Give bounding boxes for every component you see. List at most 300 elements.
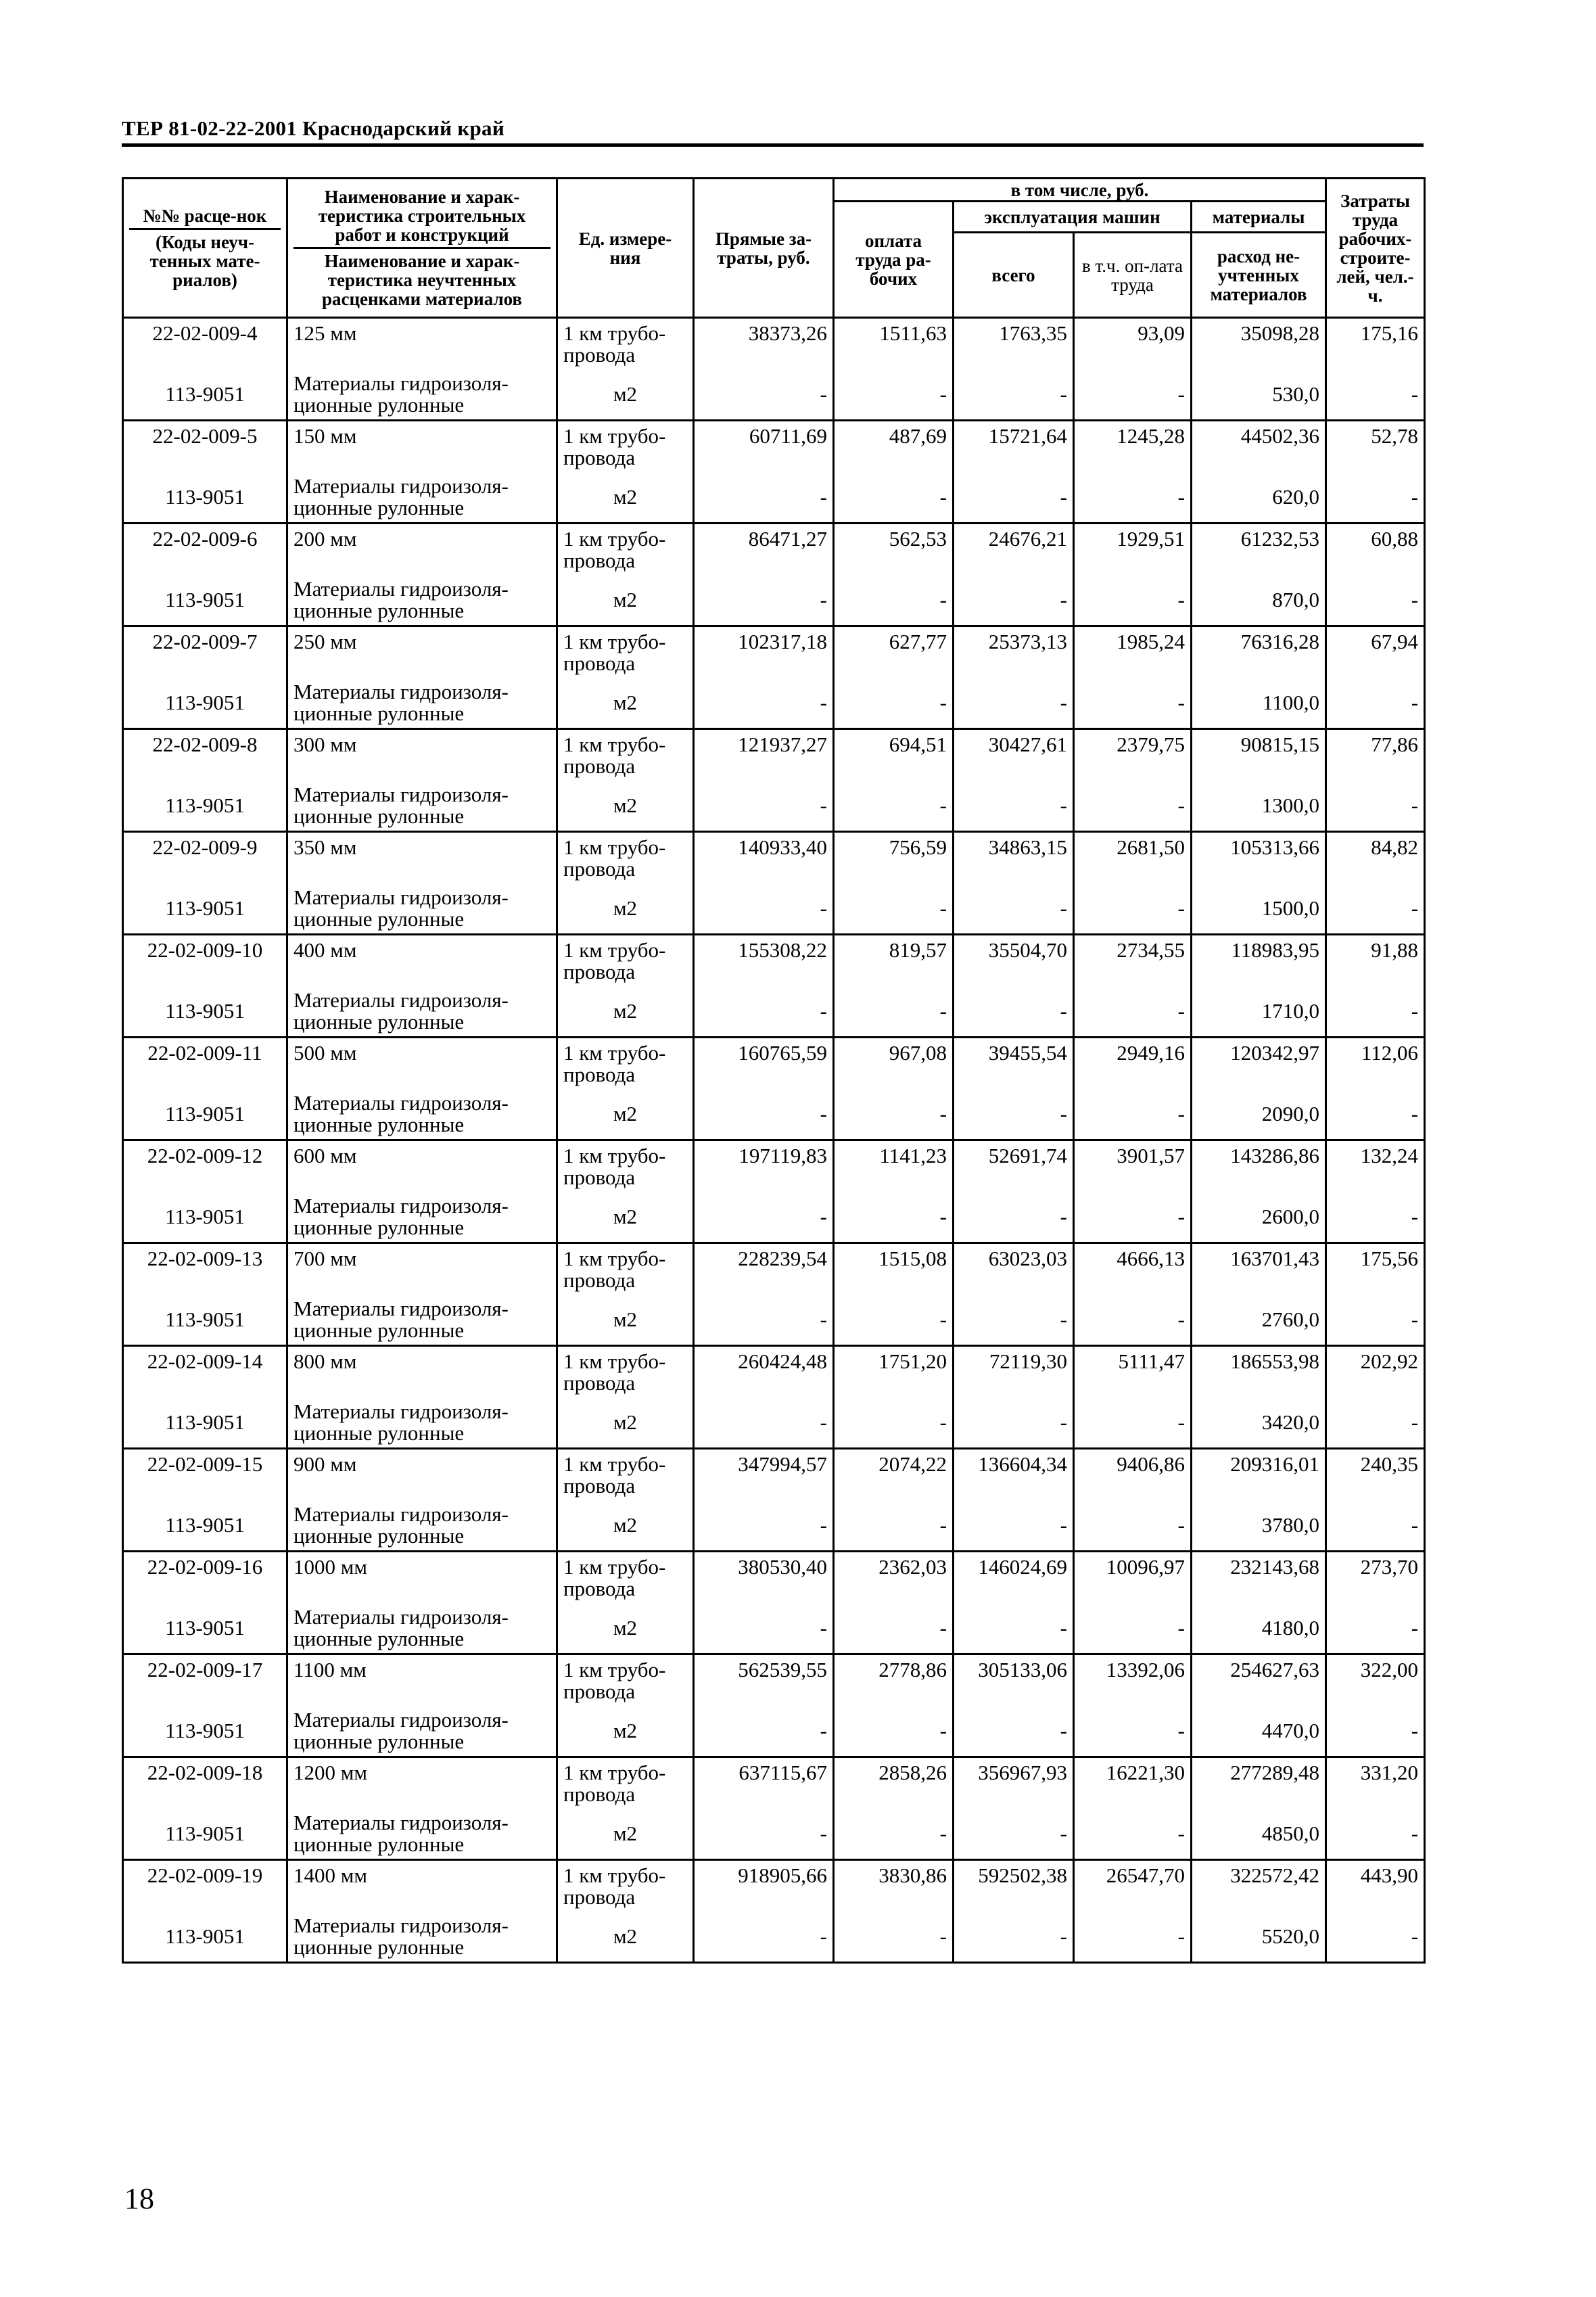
unit-cell: 1 км трубо-провода xyxy=(557,832,694,883)
labor-hours-cell: - xyxy=(1326,1603,1425,1654)
rate-code-cell: 22-02-009-10 xyxy=(123,935,287,986)
header-labor-pay: оплата труда ра-бочих xyxy=(834,202,954,318)
materials-cell: 105313,66 xyxy=(1192,832,1326,883)
table-row xyxy=(123,1860,1425,1911)
materials-consumption-cell: 870,0 xyxy=(1192,575,1326,626)
material-unit-cell: м2 xyxy=(557,883,694,935)
labor-pay-cell: - xyxy=(834,369,954,421)
labor-hours-cell: - xyxy=(1326,883,1425,935)
labor-pay-cell: 1511,63 xyxy=(834,318,954,369)
work-name-cell: 350 мм xyxy=(287,832,557,883)
machines-total-cell: 15721,64 xyxy=(954,421,1074,472)
header-name xyxy=(287,179,557,318)
labor-hours-cell: 52,78 xyxy=(1326,421,1425,472)
labor-hours-cell: 175,16 xyxy=(1326,318,1425,369)
work-name-cell: 300 мм xyxy=(287,729,557,781)
labor-hours-cell: - xyxy=(1326,1500,1425,1552)
material-row xyxy=(123,781,1425,832)
direct-costs-cell: - xyxy=(694,986,834,1038)
rate-code-cell: 22-02-009-7 xyxy=(123,626,287,678)
materials-consumption-cell: 620,0 xyxy=(1192,472,1326,524)
machines-total-cell: 63023,03 xyxy=(954,1243,1074,1295)
machines-labor-cell: - xyxy=(1074,678,1192,729)
unit-cell: 1 км трубо-провода xyxy=(557,318,694,369)
machines-labor-cell: 2379,75 xyxy=(1074,729,1192,781)
material-code-cell: 113-9051 xyxy=(123,781,287,832)
materials-cell: 322572,42 xyxy=(1192,1860,1326,1911)
table-row xyxy=(123,1654,1425,1706)
labor-pay-cell: 2362,03 xyxy=(834,1552,954,1603)
table-row xyxy=(123,935,1425,986)
direct-costs-cell: - xyxy=(694,1809,834,1860)
materials-consumption-cell: 4850,0 xyxy=(1192,1809,1326,1860)
material-name-cell: Материалы гидроизоля-ционные рулонные xyxy=(287,472,557,524)
material-unit-cell: м2 xyxy=(557,678,694,729)
labor-hours-cell: 67,94 xyxy=(1326,626,1425,678)
machines-total-cell: - xyxy=(954,1911,1074,1963)
material-code-cell: 113-9051 xyxy=(123,1500,287,1552)
machines-total-cell: - xyxy=(954,1603,1074,1654)
direct-costs-cell: - xyxy=(694,678,834,729)
machines-labor-cell: - xyxy=(1074,1397,1192,1449)
material-code-cell: 113-9051 xyxy=(123,1295,287,1346)
machines-total-cell: - xyxy=(954,1295,1074,1346)
rate-code-cell: 22-02-009-9 xyxy=(123,832,287,883)
direct-costs-cell: - xyxy=(694,1603,834,1654)
labor-pay-cell: - xyxy=(834,1500,954,1552)
materials-cell: 61232,53 xyxy=(1192,524,1326,575)
materials-cell: 232143,68 xyxy=(1192,1552,1326,1603)
material-name-cell: Материалы гидроизоля-ционные рулонные xyxy=(287,986,557,1038)
machines-labor-cell: - xyxy=(1074,369,1192,421)
rate-code-cell: 22-02-009-13 xyxy=(123,1243,287,1295)
machines-labor-cell: 26547,70 xyxy=(1074,1860,1192,1911)
machines-labor-cell: - xyxy=(1074,1809,1192,1860)
material-code-cell: 113-9051 xyxy=(123,1911,287,1963)
labor-pay-cell: 1141,23 xyxy=(834,1140,954,1192)
machines-total-cell: - xyxy=(954,1809,1074,1860)
labor-hours-cell: 240,35 xyxy=(1326,1449,1425,1500)
machines-labor-cell: 2949,16 xyxy=(1074,1038,1192,1089)
machines-labor-cell: - xyxy=(1074,781,1192,832)
labor-pay-cell: - xyxy=(834,1809,954,1860)
table-row xyxy=(123,421,1425,472)
labor-pay-cell: - xyxy=(834,883,954,935)
material-row xyxy=(123,883,1425,935)
materials-cell: 254627,63 xyxy=(1192,1654,1326,1706)
materials-consumption-cell: 5520,0 xyxy=(1192,1911,1326,1963)
materials-consumption-cell: 2090,0 xyxy=(1192,1089,1326,1140)
material-name-cell: Материалы гидроизоля-ционные рулонные xyxy=(287,575,557,626)
header-direct-costs: Прямые за-траты, руб. xyxy=(694,179,834,318)
labor-hours-cell: - xyxy=(1326,1911,1425,1963)
machines-labor-cell: 1929,51 xyxy=(1074,524,1192,575)
machines-labor-cell: - xyxy=(1074,1192,1192,1243)
labor-pay-cell: 1515,08 xyxy=(834,1243,954,1295)
header-name-bottom: Наименование и харак-теристика неучтенных расценками материалов xyxy=(321,251,523,309)
material-unit-cell: м2 xyxy=(557,575,694,626)
material-name-cell: Материалы гидроизоля-ционные рулонные xyxy=(287,678,557,729)
unit-cell: 1 км трубо-провода xyxy=(557,626,694,678)
direct-costs-cell: 918905,66 xyxy=(694,1860,834,1911)
machines-labor-cell: 1245,28 xyxy=(1074,421,1192,472)
labor-hours-cell: 443,90 xyxy=(1326,1860,1425,1911)
machines-total-cell: 24676,21 xyxy=(954,524,1074,575)
work-name-cell: 200 мм xyxy=(287,524,557,575)
labor-pay-cell: 819,57 xyxy=(834,935,954,986)
table-row xyxy=(123,1757,1425,1809)
unit-cell: 1 км трубо-провода xyxy=(557,421,694,472)
labor-pay-cell: - xyxy=(834,1911,954,1963)
work-name-cell: 1400 мм xyxy=(287,1860,557,1911)
materials-cell: 186553,98 xyxy=(1192,1346,1326,1397)
table-body xyxy=(123,318,1425,1963)
material-row xyxy=(123,1911,1425,1963)
unit-cell: 1 км трубо-провода xyxy=(557,1449,694,1500)
machines-total-cell: 305133,06 xyxy=(954,1654,1074,1706)
material-row xyxy=(123,369,1425,421)
material-unit-cell: м2 xyxy=(557,1192,694,1243)
labor-pay-cell: 2778,86 xyxy=(834,1654,954,1706)
direct-costs-cell: 86471,27 xyxy=(694,524,834,575)
direct-costs-cell: - xyxy=(694,1500,834,1552)
labor-pay-cell: - xyxy=(834,781,954,832)
labor-hours-cell: - xyxy=(1326,575,1425,626)
machines-total-cell: 35504,70 xyxy=(954,935,1074,986)
labor-hours-cell: 112,06 xyxy=(1326,1038,1425,1089)
unit-cell: 1 км трубо-провода xyxy=(557,1552,694,1603)
machines-labor-cell: 93,09 xyxy=(1074,318,1192,369)
header-unit: Ед. измере-ния xyxy=(557,179,694,318)
machines-total-cell: - xyxy=(954,883,1074,935)
machines-labor-cell: 9406,86 xyxy=(1074,1449,1192,1500)
material-code-cell: 113-9051 xyxy=(123,1603,287,1654)
machines-total-cell: 39455,54 xyxy=(954,1038,1074,1089)
work-name-cell: 700 мм xyxy=(287,1243,557,1295)
material-unit-cell: м2 xyxy=(557,781,694,832)
header-materials-sub: расход не-учтенных материалов xyxy=(1192,233,1326,318)
machines-labor-cell: - xyxy=(1074,1089,1192,1140)
machines-total-cell: 30427,61 xyxy=(954,729,1074,781)
direct-costs-cell: 228239,54 xyxy=(694,1243,834,1295)
header-code-bottom: (Коды неуч-тенных мате-риалов) xyxy=(149,232,260,290)
direct-costs-cell: - xyxy=(694,1192,834,1243)
unit-cell: 1 км трубо-провода xyxy=(557,1243,694,1295)
material-code-cell: 113-9051 xyxy=(123,472,287,524)
labor-hours-cell: - xyxy=(1326,1706,1425,1757)
labor-pay-cell: - xyxy=(834,1192,954,1243)
work-name-cell: 125 мм xyxy=(287,318,557,369)
table-header xyxy=(123,179,1425,318)
rate-code-cell: 22-02-009-11 xyxy=(123,1038,287,1089)
labor-hours-cell: 322,00 xyxy=(1326,1654,1425,1706)
material-unit-cell: м2 xyxy=(557,1295,694,1346)
work-name-cell: 600 мм xyxy=(287,1140,557,1192)
labor-pay-cell: 627,77 xyxy=(834,626,954,678)
labor-pay-cell: - xyxy=(834,1089,954,1140)
machines-total-cell: - xyxy=(954,575,1074,626)
machines-labor-cell: 10096,97 xyxy=(1074,1552,1192,1603)
labor-hours-cell: 331,20 xyxy=(1326,1757,1425,1809)
machines-total-cell: 34863,15 xyxy=(954,832,1074,883)
header-rule xyxy=(122,143,1424,147)
material-row xyxy=(123,1397,1425,1449)
machines-labor-cell: - xyxy=(1074,986,1192,1038)
materials-consumption-cell: 3780,0 xyxy=(1192,1500,1326,1552)
direct-costs-cell: 140933,40 xyxy=(694,832,834,883)
machines-labor-cell: - xyxy=(1074,883,1192,935)
page-number: 18 xyxy=(124,2182,154,2215)
unit-cell: 1 км трубо-провода xyxy=(557,1654,694,1706)
material-name-cell: Материалы гидроизоля-ционные рулонные xyxy=(287,1500,557,1552)
direct-costs-cell: - xyxy=(694,1397,834,1449)
material-code-cell: 113-9051 xyxy=(123,1809,287,1860)
materials-consumption-cell: 2760,0 xyxy=(1192,1295,1326,1346)
rate-code-cell: 22-02-009-8 xyxy=(123,729,287,781)
labor-hours-cell: - xyxy=(1326,986,1425,1038)
labor-pay-cell: 562,53 xyxy=(834,524,954,575)
material-code-cell: 113-9051 xyxy=(123,678,287,729)
table-row xyxy=(123,1449,1425,1500)
material-name-cell: Материалы гидроизоля-ционные рулонные xyxy=(287,369,557,421)
material-name-cell: Материалы гидроизоля-ционные рулонные xyxy=(287,1706,557,1757)
machines-labor-cell: 5111,47 xyxy=(1074,1346,1192,1397)
table-row xyxy=(123,626,1425,678)
material-name-cell: Материалы гидроизоля-ционные рулонные xyxy=(287,1397,557,1449)
labor-hours-cell: - xyxy=(1326,369,1425,421)
direct-costs-cell: - xyxy=(694,369,834,421)
unit-cell: 1 км трубо-провода xyxy=(557,1757,694,1809)
unit-cell: 1 км трубо-провода xyxy=(557,1140,694,1192)
labor-pay-cell: - xyxy=(834,472,954,524)
material-unit-cell: м2 xyxy=(557,1706,694,1757)
rate-code-cell: 22-02-009-19 xyxy=(123,1860,287,1911)
labor-pay-cell: 1751,20 xyxy=(834,1346,954,1397)
labor-hours-cell: - xyxy=(1326,1089,1425,1140)
direct-costs-cell: 121937,27 xyxy=(694,729,834,781)
machines-labor-cell: - xyxy=(1074,575,1192,626)
material-name-cell: Материалы гидроизоля-ционные рулонные xyxy=(287,1809,557,1860)
material-row xyxy=(123,678,1425,729)
table-row xyxy=(123,1038,1425,1089)
work-name-cell: 500 мм xyxy=(287,1038,557,1089)
material-row xyxy=(123,986,1425,1038)
labor-hours-cell: - xyxy=(1326,678,1425,729)
unit-cell: 1 км трубо-провода xyxy=(557,1860,694,1911)
machines-labor-cell: - xyxy=(1074,1706,1192,1757)
machines-total-cell: - xyxy=(954,781,1074,832)
labor-hours-cell: - xyxy=(1326,1397,1425,1449)
material-row xyxy=(123,1603,1425,1654)
table-row xyxy=(123,729,1425,781)
rate-code-cell: 22-02-009-4 xyxy=(123,318,287,369)
work-name-cell: 1200 мм xyxy=(287,1757,557,1809)
material-unit-cell: м2 xyxy=(557,1603,694,1654)
header-machines: эксплуатация машин xyxy=(954,202,1192,233)
machines-labor-cell: 2734,55 xyxy=(1074,935,1192,986)
material-name-cell: Материалы гидроизоля-ционные рулонные xyxy=(287,1192,557,1243)
machines-total-cell: 356967,93 xyxy=(954,1757,1074,1809)
materials-cell: 209316,01 xyxy=(1192,1449,1326,1500)
direct-costs-cell: 562539,55 xyxy=(694,1654,834,1706)
machines-labor-cell: 13392,06 xyxy=(1074,1654,1192,1706)
material-row xyxy=(123,1192,1425,1243)
labor-pay-cell: 487,69 xyxy=(834,421,954,472)
labor-hours-cell: 132,24 xyxy=(1326,1140,1425,1192)
material-row xyxy=(123,472,1425,524)
direct-costs-cell: 260424,48 xyxy=(694,1346,834,1397)
materials-consumption-cell: 2600,0 xyxy=(1192,1192,1326,1243)
material-name-cell: Материалы гидроизоля-ционные рулонные xyxy=(287,1295,557,1346)
labor-hours-cell: 84,82 xyxy=(1326,832,1425,883)
header-machines-labor: в т.ч. оп-лата труда xyxy=(1074,233,1192,318)
labor-hours-cell: 202,92 xyxy=(1326,1346,1425,1397)
direct-costs-cell: 160765,59 xyxy=(694,1038,834,1089)
material-unit-cell: м2 xyxy=(557,1397,694,1449)
direct-costs-cell: - xyxy=(694,575,834,626)
materials-cell: 90815,15 xyxy=(1192,729,1326,781)
machines-total-cell: - xyxy=(954,1192,1074,1243)
header-including: в том числе, руб. xyxy=(834,179,1326,202)
machines-labor-cell: - xyxy=(1074,1911,1192,1963)
direct-costs-cell: 102317,18 xyxy=(694,626,834,678)
material-code-cell: 113-9051 xyxy=(123,1192,287,1243)
direct-costs-cell: - xyxy=(694,1089,834,1140)
unit-cell: 1 км трубо-провода xyxy=(557,935,694,986)
machines-total-cell: - xyxy=(954,1089,1074,1140)
rate-code-cell: 22-02-009-16 xyxy=(123,1552,287,1603)
material-name-cell: Материалы гидроизоля-ционные рулонные xyxy=(287,1911,557,1963)
labor-pay-cell: - xyxy=(834,1397,954,1449)
materials-cell: 277289,48 xyxy=(1192,1757,1326,1809)
table-row xyxy=(123,1243,1425,1295)
materials-cell: 44502,36 xyxy=(1192,421,1326,472)
rate-code-cell: 22-02-009-5 xyxy=(123,421,287,472)
materials-cell: 120342,97 xyxy=(1192,1038,1326,1089)
direct-costs-cell: - xyxy=(694,1706,834,1757)
materials-cell: 143286,86 xyxy=(1192,1140,1326,1192)
work-name-cell: 400 мм xyxy=(287,935,557,986)
header-code-top: №№ расце-нок xyxy=(129,206,281,230)
material-code-cell: 113-9051 xyxy=(123,575,287,626)
labor-hours-cell: - xyxy=(1326,781,1425,832)
machines-total-cell: 1763,35 xyxy=(954,318,1074,369)
machines-total-cell: - xyxy=(954,1706,1074,1757)
machines-total-cell: 592502,38 xyxy=(954,1860,1074,1911)
material-name-cell: Материалы гидроизоля-ционные рулонные xyxy=(287,1089,557,1140)
material-name-cell: Материалы гидроизоля-ционные рулонные xyxy=(287,1603,557,1654)
machines-total-cell: - xyxy=(954,986,1074,1038)
labor-hours-cell: - xyxy=(1326,1192,1425,1243)
machines-labor-cell: - xyxy=(1074,1295,1192,1346)
rate-code-cell: 22-02-009-12 xyxy=(123,1140,287,1192)
machines-total-cell: - xyxy=(954,1500,1074,1552)
materials-consumption-cell: 4470,0 xyxy=(1192,1706,1326,1757)
table-row xyxy=(123,1552,1425,1603)
materials-consumption-cell: 1100,0 xyxy=(1192,678,1326,729)
machines-total-cell: - xyxy=(954,369,1074,421)
materials-consumption-cell: 1710,0 xyxy=(1192,986,1326,1038)
material-row xyxy=(123,1295,1425,1346)
direct-costs-cell: 60711,69 xyxy=(694,421,834,472)
rate-code-cell: 22-02-009-6 xyxy=(123,524,287,575)
labor-pay-cell: 967,08 xyxy=(834,1038,954,1089)
rate-code-cell: 22-02-009-17 xyxy=(123,1654,287,1706)
labor-hours-cell: 273,70 xyxy=(1326,1552,1425,1603)
material-code-cell: 113-9051 xyxy=(123,1397,287,1449)
labor-pay-cell: - xyxy=(834,986,954,1038)
material-unit-cell: м2 xyxy=(557,1500,694,1552)
labor-pay-cell: 2858,26 xyxy=(834,1757,954,1809)
machines-labor-cell: 3901,57 xyxy=(1074,1140,1192,1192)
materials-consumption-cell: 4180,0 xyxy=(1192,1603,1326,1654)
material-unit-cell: м2 xyxy=(557,1809,694,1860)
material-name-cell: Материалы гидроизоля-ционные рулонные xyxy=(287,883,557,935)
table-row xyxy=(123,832,1425,883)
material-unit-cell: м2 xyxy=(557,1911,694,1963)
labor-pay-cell: - xyxy=(834,1603,954,1654)
document-header: ТЕР 81-02-22-2001 Краснодарский край xyxy=(122,116,504,140)
material-unit-cell: м2 xyxy=(557,1089,694,1140)
work-name-cell: 250 мм xyxy=(287,626,557,678)
direct-costs-cell: 38373,26 xyxy=(694,318,834,369)
material-row xyxy=(123,1706,1425,1757)
header-labor-cost: Затраты труда рабочих-строите-лей, чел.-ч. xyxy=(1326,179,1425,318)
table-row xyxy=(123,524,1425,575)
material-row xyxy=(123,575,1425,626)
machines-total-cell: 72119,30 xyxy=(954,1346,1074,1397)
material-row xyxy=(123,1500,1425,1552)
material-code-cell: 113-9051 xyxy=(123,1089,287,1140)
labor-pay-cell: - xyxy=(834,1295,954,1346)
machines-total-cell: 136604,34 xyxy=(954,1449,1074,1500)
unit-cell: 1 км трубо-провода xyxy=(557,729,694,781)
direct-costs-cell: - xyxy=(694,472,834,524)
direct-costs-cell: - xyxy=(694,883,834,935)
labor-hours-cell: - xyxy=(1326,472,1425,524)
material-code-cell: 113-9051 xyxy=(123,986,287,1038)
labor-pay-cell: - xyxy=(834,678,954,729)
material-code-cell: 113-9051 xyxy=(123,369,287,421)
work-name-cell: 900 мм xyxy=(287,1449,557,1500)
materials-consumption-cell: 530,0 xyxy=(1192,369,1326,421)
labor-pay-cell: 2074,22 xyxy=(834,1449,954,1500)
direct-costs-cell: 155308,22 xyxy=(694,935,834,986)
direct-costs-cell: - xyxy=(694,781,834,832)
material-code-cell: 113-9051 xyxy=(123,1706,287,1757)
rate-code-cell: 22-02-009-18 xyxy=(123,1757,287,1809)
machines-total-cell: - xyxy=(954,678,1074,729)
materials-cell: 76316,28 xyxy=(1192,626,1326,678)
header-machines-total: всего xyxy=(954,233,1074,318)
work-name-cell: 800 мм xyxy=(287,1346,557,1397)
header-materials: материалы xyxy=(1192,202,1326,233)
labor-hours-cell: - xyxy=(1326,1295,1425,1346)
labor-pay-cell: 756,59 xyxy=(834,832,954,883)
material-name-cell: Материалы гидроизоля-ционные рулонные xyxy=(287,781,557,832)
material-row xyxy=(123,1089,1425,1140)
machines-total-cell: 52691,74 xyxy=(954,1140,1074,1192)
labor-hours-cell: 175,56 xyxy=(1326,1243,1425,1295)
machines-labor-cell: - xyxy=(1074,1500,1192,1552)
unit-cell: 1 км трубо-провода xyxy=(557,1038,694,1089)
materials-consumption-cell: 1300,0 xyxy=(1192,781,1326,832)
machines-total-cell: - xyxy=(954,1397,1074,1449)
machines-total-cell: - xyxy=(954,472,1074,524)
unit-cell: 1 км трубо-провода xyxy=(557,1346,694,1397)
material-unit-cell: м2 xyxy=(557,986,694,1038)
labor-hours-cell: 91,88 xyxy=(1326,935,1425,986)
